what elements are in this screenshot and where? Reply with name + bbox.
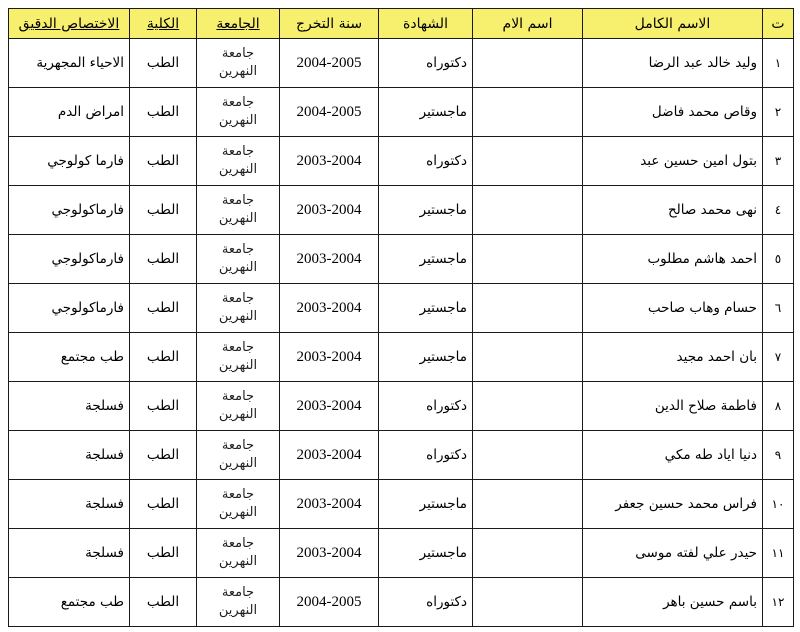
cell-college: الطب (130, 431, 197, 480)
cell-grad-year: 2003-2004 (280, 480, 379, 529)
university-line-1: جامعة (221, 389, 255, 405)
university-line-1: جامعة (221, 291, 255, 307)
cell-serial: ١٠ (763, 480, 794, 529)
cell-college: الطب (130, 333, 197, 382)
cell-grad-year: 2003-2004 (280, 284, 379, 333)
cell-mother-name (473, 137, 583, 186)
cell-mother-name (473, 578, 583, 627)
table-row (9, 333, 794, 382)
table-row (9, 39, 794, 88)
cell-mother-name (473, 88, 583, 137)
header-university-label: الجامعة (216, 15, 260, 32)
cell-university (197, 480, 280, 529)
cell-full-name: باسم حسين باهر (583, 578, 763, 627)
cell-university (197, 88, 280, 137)
cell-university (197, 578, 280, 627)
table-row (9, 382, 794, 431)
cell-serial: ٤ (763, 186, 794, 235)
cell-university (197, 137, 280, 186)
cell-serial: ٥ (763, 235, 794, 284)
cell-specialization: فسلجة (9, 382, 130, 431)
cell-full-name: وليد خالد عبد الرضا (583, 39, 763, 88)
cell-university (197, 431, 280, 480)
cell-degree: ماجستير (379, 284, 473, 333)
cell-college: الطب (130, 235, 197, 284)
cell-degree: دكتوراه (379, 382, 473, 431)
cell-specialization: فسلجة (9, 431, 130, 480)
cell-specialization: الاحياء المجهرية (9, 39, 130, 88)
university-line-1: جامعة (221, 46, 255, 62)
cell-full-name: وقاص محمد فاضل (583, 88, 763, 137)
table-row (9, 578, 794, 627)
cell-grad-year: 2003-2004 (280, 382, 379, 431)
header-mother-name: اسم الام (473, 9, 583, 39)
table-row (9, 431, 794, 480)
cell-grad-year: 2003-2004 (280, 186, 379, 235)
cell-serial: ١٢ (763, 578, 794, 627)
cell-mother-name (473, 431, 583, 480)
table-row (9, 284, 794, 333)
cell-specialization: طب مجتمع (9, 578, 130, 627)
table-row (9, 235, 794, 284)
cell-full-name: بتول امين حسين عبد (583, 137, 763, 186)
cell-grad-year: 2003-2004 (280, 529, 379, 578)
cell-serial: ٢ (763, 88, 794, 137)
cell-serial: ١١ (763, 529, 794, 578)
table-row (9, 480, 794, 529)
cell-mother-name (473, 382, 583, 431)
cell-degree: ماجستير (379, 480, 473, 529)
cell-grad-year: 2004-2005 (280, 578, 379, 627)
cell-specialization: فسلجة (9, 480, 130, 529)
header-university (197, 9, 280, 39)
cell-serial: ٧ (763, 333, 794, 382)
cell-grad-year: 2004-2005 (280, 88, 379, 137)
cell-full-name: فاطمة صلاح الدين (583, 382, 763, 431)
cell-university (197, 529, 280, 578)
university-line-2: النهرين (218, 211, 258, 226)
cell-degree: دكتوراه (379, 578, 473, 627)
cell-university (197, 39, 280, 88)
table-row (9, 137, 794, 186)
cell-college: الطب (130, 382, 197, 431)
cell-specialization: فارما كولوجي (9, 137, 130, 186)
university-line-1: جامعة (221, 340, 255, 356)
cell-specialization: فارماكولوجي (9, 186, 130, 235)
cell-mother-name (473, 284, 583, 333)
header-specialization (9, 9, 130, 39)
university-line-2: النهرين (218, 505, 258, 520)
graduates-table (8, 8, 794, 627)
cell-specialization: فارماكولوجي (9, 284, 130, 333)
cell-full-name: دنيا اياد طه مكي (583, 431, 763, 480)
cell-mother-name (473, 186, 583, 235)
cell-serial: ٣ (763, 137, 794, 186)
university-line-1: جامعة (221, 242, 255, 258)
cell-serial: ١ (763, 39, 794, 88)
table-row (9, 529, 794, 578)
cell-serial: ٦ (763, 284, 794, 333)
header-serial: ت (763, 9, 794, 39)
header-full-name: الاسم الكامل (583, 9, 763, 39)
cell-full-name: فراس محمد حسين جعفر (583, 480, 763, 529)
cell-college: الطب (130, 137, 197, 186)
university-line-2: النهرين (218, 456, 258, 471)
university-line-2: النهرين (218, 64, 258, 79)
cell-mother-name (473, 39, 583, 88)
cell-specialization: فارماكولوجي (9, 235, 130, 284)
university-line-2: النهرين (218, 162, 258, 177)
university-line-1: جامعة (221, 438, 255, 454)
cell-specialization: امراض الدم (9, 88, 130, 137)
cell-grad-year: 2003-2004 (280, 137, 379, 186)
cell-specialization: طب مجتمع (9, 333, 130, 382)
cell-college: الطب (130, 529, 197, 578)
cell-degree: ماجستير (379, 235, 473, 284)
university-line-1: جامعة (221, 536, 255, 552)
cell-degree: ماجستير (379, 186, 473, 235)
table-row (9, 88, 794, 137)
cell-college: الطب (130, 284, 197, 333)
header-grad-year: سنة التخرج (280, 9, 379, 39)
university-line-1: جامعة (221, 487, 255, 503)
cell-full-name: نهى محمد صالح (583, 186, 763, 235)
cell-mother-name (473, 529, 583, 578)
university-line-1: جامعة (221, 193, 255, 209)
university-line-1: جامعة (221, 95, 255, 111)
table-body (9, 39, 794, 627)
university-line-2: النهرين (218, 260, 258, 275)
university-line-2: النهرين (218, 407, 258, 422)
university-line-1: جامعة (221, 144, 255, 160)
cell-degree: دكتوراه (379, 39, 473, 88)
cell-degree: ماجستير (379, 529, 473, 578)
university-line-2: النهرين (218, 554, 258, 569)
cell-full-name: بان احمد مجيد (583, 333, 763, 382)
cell-college: الطب (130, 578, 197, 627)
cell-university (197, 186, 280, 235)
cell-mother-name (473, 235, 583, 284)
cell-university (197, 284, 280, 333)
cell-full-name: حسام وهاب صاحب (583, 284, 763, 333)
university-line-2: النهرين (218, 309, 258, 324)
cell-university (197, 235, 280, 284)
cell-mother-name (473, 480, 583, 529)
cell-grad-year: 2003-2004 (280, 235, 379, 284)
cell-university (197, 382, 280, 431)
university-line-2: النهرين (218, 113, 258, 128)
cell-specialization: فسلجة (9, 529, 130, 578)
header-row (9, 9, 794, 39)
header-degree: الشهادة (379, 9, 473, 39)
cell-full-name: احمد هاشم مطلوب (583, 235, 763, 284)
cell-college: الطب (130, 39, 197, 88)
header-college (130, 9, 197, 39)
cell-mother-name (473, 333, 583, 382)
university-line-1: جامعة (221, 585, 255, 601)
header-specialization-label: الاختصاص الدقيق (18, 15, 120, 32)
header-college-label: الكلية (146, 15, 180, 32)
cell-degree: دكتوراه (379, 137, 473, 186)
graduates-sheet (8, 8, 793, 626)
cell-degree: ماجستير (379, 88, 473, 137)
cell-college: الطب (130, 186, 197, 235)
cell-university (197, 333, 280, 382)
cell-grad-year: 2004-2005 (280, 39, 379, 88)
university-line-2: النهرين (218, 603, 258, 618)
table-row (9, 186, 794, 235)
cell-college: الطب (130, 480, 197, 529)
cell-serial: ٩ (763, 431, 794, 480)
cell-grad-year: 2003-2004 (280, 431, 379, 480)
cell-serial: ٨ (763, 382, 794, 431)
cell-grad-year: 2003-2004 (280, 333, 379, 382)
cell-college: الطب (130, 88, 197, 137)
cell-full-name: حيدر علي لفته موسى (583, 529, 763, 578)
university-line-2: النهرين (218, 358, 258, 373)
cell-degree: دكتوراه (379, 431, 473, 480)
cell-degree: ماجستير (379, 333, 473, 382)
